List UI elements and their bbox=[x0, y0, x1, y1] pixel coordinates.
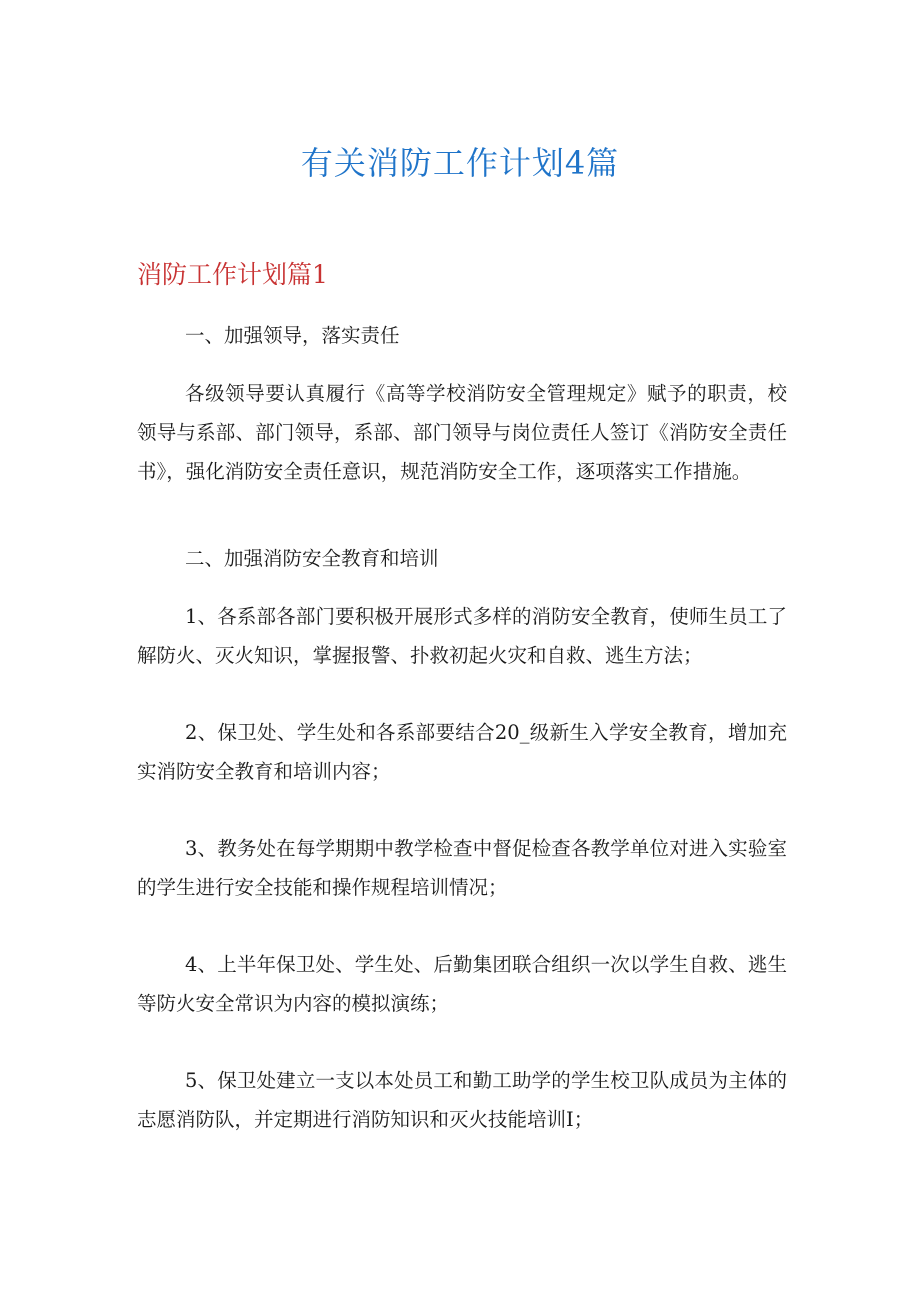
paragraph-item-4: 4、上半年保卫处、学生处、后勤集团联合组织一次以学生自救、逃生等防火安全常识为内容的模拟演练； bbox=[137, 953, 787, 1015]
paragraph-item-3: 3、教务处在每学期期中教学检查中督促检查各教学单位对进入实验室的学生进行安全技能和操作规程培训情况； bbox=[137, 837, 787, 899]
paragraph-heading-2: 二、加强消防安全教育和培训 bbox=[185, 547, 439, 570]
paragraph-item-1: 1、各系部各部门要积极开展形式多样的消防安全教育，使师生员工了解防火、灭火知识，掌握报警、扑救初起火灾和自救、逃生方法； bbox=[137, 605, 787, 667]
paragraph-body-1: 各级领导要认真履行《高等学校消防安全管理规定》赋予的职责，校领导与系部、部门领导，系部、部门领导与岗位责任人签订《消防安全责任书》，强化消防安全责任意识，规范消防安全工作，逐项落实工作措施。 bbox=[137, 382, 787, 483]
document-title: 有关消防工作计划4篇 bbox=[300, 144, 620, 182]
paragraph-item-2: 2、保卫处、学生处和各系部要结合20_级新生入学安全教育，增加充实消防安全教育和培训内容； bbox=[137, 721, 787, 783]
section-heading: 消防工作计划篇1 bbox=[137, 260, 328, 289]
paragraph-heading-1: 一、加强领导，落实责任 bbox=[185, 324, 400, 347]
paragraph-item-5: 5、保卫处建立一支以本处员工和勤工助学的学生校卫队成员为主体的志愿消防队，并定期进行消防知识和灭火技能培训I； bbox=[137, 1069, 787, 1131]
